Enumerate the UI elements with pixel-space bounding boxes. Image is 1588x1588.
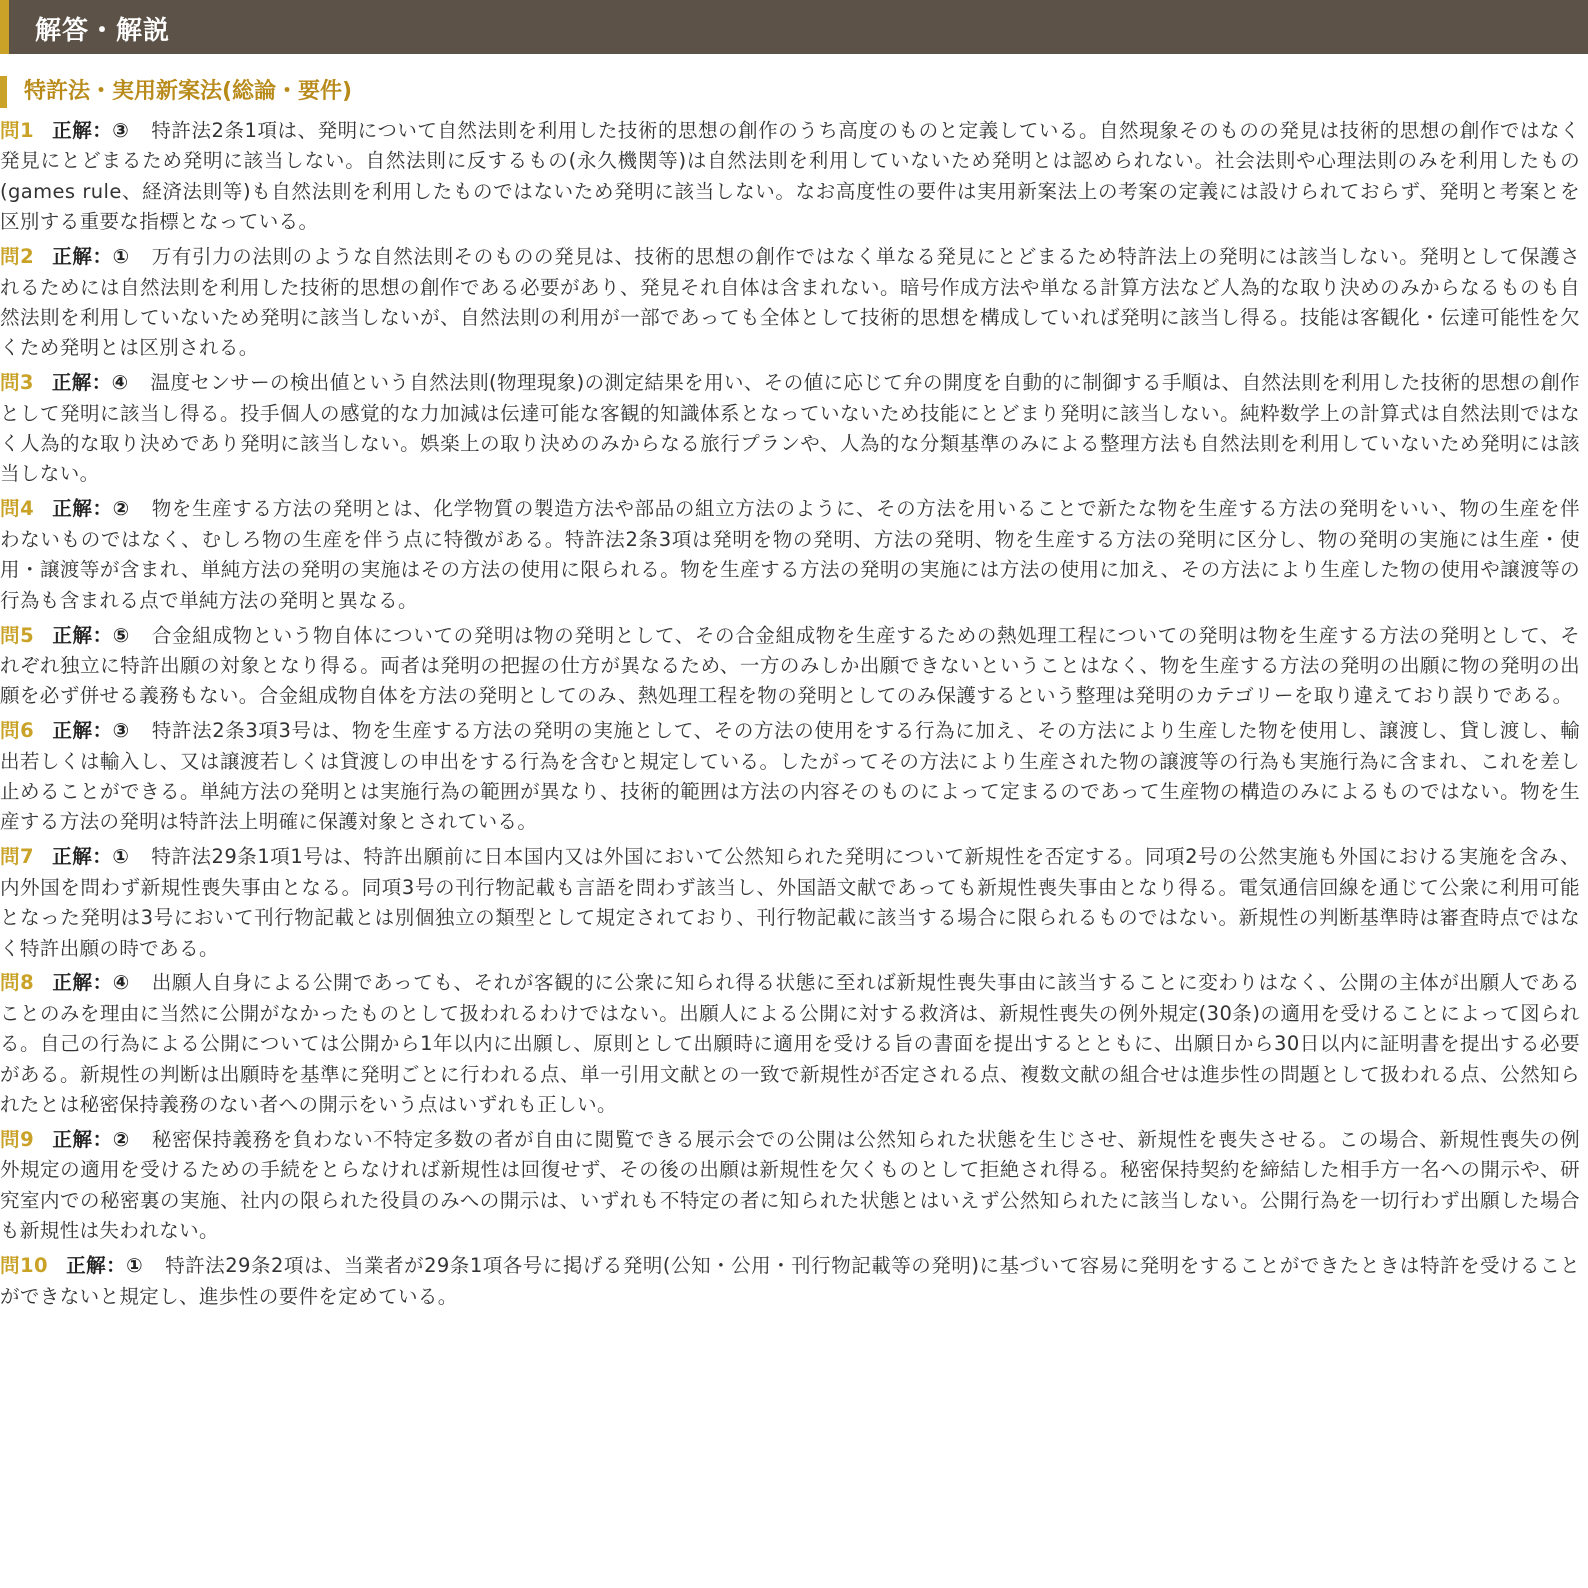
answer-item [0, 621, 1580, 712]
question-number: 問9 [0, 1128, 35, 1151]
correct-answer: 正解：③ [52, 119, 130, 142]
correct-answer: 正解：③ [52, 719, 130, 743]
answer-item [0, 494, 1580, 616]
answer-item [0, 1251, 1580, 1312]
answer-item [0, 842, 1580, 964]
correct-answer: 正解：④ [52, 971, 130, 995]
explanation-text: 特許法29条2項は、当業者が29条1項各号に掲げる発明(公知・公用・刊行物記載等の発明)に基づいて容易に発明をすることができたときは特許を受けることができないと規定し、進歩性の要件を定めている。 [0, 1254, 1580, 1308]
question-number: 問8 [0, 971, 35, 995]
explanation-text: 物を生産する方法の発明とは、化学物質の製造方法や部品の組立方法のように、その方法を用いることで新たな物を生産する方法の発明をいい、物の生産を伴わないものではなく、むしろ物の生産を伴う点に特徴がある。特許法2条3項は発明を物の発明、方法の発明、物を生産する方法の発明に区分し、物の発明の実施には生産・使用・譲渡等が含まれ、単純方法の発明の実施はその方法の使用に限られる。物を生産する方法の発明の実施には方法の使用に加え、その方法により生産した物の使用や譲渡等の行為も含まれる点で単純方法の発明と異なる。 [0, 497, 1580, 612]
answer-item [0, 716, 1580, 838]
answer-list [0, 116, 1580, 1316]
correct-answer: 正解：① [52, 245, 130, 269]
page-title: 解答・解説 [35, 16, 171, 46]
correct-answer: 正解：① [65, 1254, 144, 1278]
explanation-text: 出願人自身による公開であっても、それが客観的に公衆に知られ得る状態に至れば新規性喪失事由に該当することに変わりはなく、公開の主体が出願人であることのみを理由に当然に公開がなかったものとして扱われるわけではない。出願人による公開に対する救済は、新規性喪失の例外規定(30条)の適用を受けることによって図られる。自己の行為による公開については公開から1年以内に出願し、原則として出願時に適用を受ける旨の書面を提出するとともに、出願日から30日以内に証明書を提出する必要がある。新規性の判断は出願時を基準に発明ごとに行われる点、単一引用文献との一致で新規性が否定される点、複数文献の組合せは進歩性の問題として扱われる点、公然知られたとは秘密保持義務のない者への開示をいう点はいずれも正しい。 [0, 971, 1580, 1117]
question-number: 問4 [0, 497, 35, 521]
correct-answer: 正解：④ [51, 371, 129, 395]
question-number: 問10 [0, 1254, 48, 1278]
answer-item [0, 968, 1580, 1120]
question-number: 問3 [0, 371, 34, 395]
answer-item [0, 1125, 1580, 1247]
explanation-text: 温度センサーの検出値という自然法則(物理現象)の測定結果を用い、その値に応じて弁の開度を自動的に制御する手順は、自然法則を利用した技術的思想の創作として発明に該当し得る。投手個人の感覚的な力加減は伝達可能な客観的知識体系となっていないため技能にとどまり発明に該当しない。純粋数学上の計算式は自然法則ではなく人為的な取り決めであり発明に該当しない。娯楽上の取り決めのみからなる旅行プランや、人為的な分類基準のみによる整理方法も自然法則を利用していないため発明には該当しない。 [0, 371, 1580, 486]
answer-item [0, 116, 1580, 238]
explanation-text: 万有引力の法則のような自然法則そのものの発見は、技術的思想の創作ではなく単なる発見にとどまるため特許法上の発明には該当しない。発明として保護されるためには自然法則を利用した技術的思想の創作である必要があり、発見それ自体は含まれない。暗号作成方法や単なる計算方法など人為的な取り決めのみからなるものも自然法則を利用していないため発明に該当しないが、自然法則の利用が一部であっても全体として技術的思想を構成していれば発明に該当し得る。技能は客観化・伝達可能性を欠くため発明とは区別される。 [0, 245, 1580, 360]
correct-answer: 正解：② [52, 1128, 130, 1151]
explanation-text: 特許法2条1項は、発明について自然法則を利用した技術的思想の創作のうち高度のものと定義している。自然現象そのものの発見は技術的思想の創作ではなく発見にとどまるため発明に該当しない。自然法則に反するもの(永久機関等)は自然法則を利用していないため発明とは認められない。社会法則や心理法則のみを利用したもの(games rule、経済法則等)も自然法則を利用したものではないため発明に該当しない。なお高度性の要件は実用新案法上の考案の定義には設けられておらず、発明と考案とを区別する重要な指標となっている。 [0, 119, 1580, 234]
question-number: 問6 [0, 719, 35, 743]
question-number: 問2 [0, 245, 35, 269]
explanation-text: 秘密保持義務を負わない不特定多数の者が自由に閲覧できる展示会での公開は公然知られた状態を生じさせ、新規性を喪失させる。この場合、新規性喪失の例外規定の適用を受けるための手続をとらなければ新規性は回復せず、その後の出願は新規性を欠くものとして拒絶され得る。秘密保持契約を締結した相手方一名への開示や、研究室内での秘密裏の実施、社内の限られた役員のみへの開示は、いずれも不特定の者に知られた状態とはいえず公然知られたに該当しない。公開行為を一切行わず出願した場合も新規性は失われない。 [0, 1128, 1580, 1243]
explanation-text: 合金組成物という物自体についての発明は物の発明として、その合金組成物を生産するための熱処理工程についての発明は物を生産する方法の発明として、それぞれ独立に特許出願の対象となり得る。両者は発明の把握の仕方が異なるため、一方のみしか出願できないということはなく、物を生産する方法の発明の出願に物の発明の出願を必ず併せる義務もない。合金組成物自体を方法の発明としてのみ、熱処理工程を物の発明としてのみ保護するという整理は発明のカテゴリーを取り違えており誤りである。 [0, 623, 1580, 708]
correct-answer: 正解：① [52, 845, 130, 869]
question-number: 問7 [0, 845, 35, 869]
correct-answer: 正解：⑤ [52, 623, 130, 647]
answer-item [0, 242, 1580, 364]
explanation-text: 特許法29条1項1号は、特許出願前に日本国内又は外国において公然知られた発明について新規性を否定する。同項2号の公然実施も外国における実施を含み、内外国を問わず新規性喪失事由となる。同項3号の刊行物記載も言語を問わず該当し、外国語文献であっても新規性喪失事由となり得る。電気通信回線を通じて公衆に利用可能となった発明は3号において刊行物記載とは別個独立の類型として規定されており、刊行物記載に該当する場合に限られるものではない。新規性の判断基準時は審査時点ではなく特許出願の時である。 [0, 845, 1580, 960]
page-header [0, 0, 1588, 54]
question-number: 問5 [0, 623, 35, 647]
answer-item [0, 368, 1580, 490]
question-number: 問1 [0, 119, 35, 142]
correct-answer: 正解：② [52, 497, 130, 521]
explanation-text: 特許法2条3項3号は、物を生産する方法の発明の実施として、その方法の使用をする行為に加え、その方法により生産した物を使用し、譲渡し、貸し渡し、輸出若しくは輸入し、又は譲渡若しくは貸渡しの申出をする行為を含むと規定している。したがってその方法により生産された物の譲渡等の行為も実施行為に含まれ、これを差し止めることができる。単純方法の発明とは実施行為の範囲が異なり、技術的範囲は方法の内容そのものによって定まるのであって生産物の構造のみによるものではない。物を生産する方法の発明は特許法上明確に保護対象とされている。 [0, 719, 1580, 834]
section-heading: 特許法・実用新案法(総論・要件) [0, 76, 352, 108]
